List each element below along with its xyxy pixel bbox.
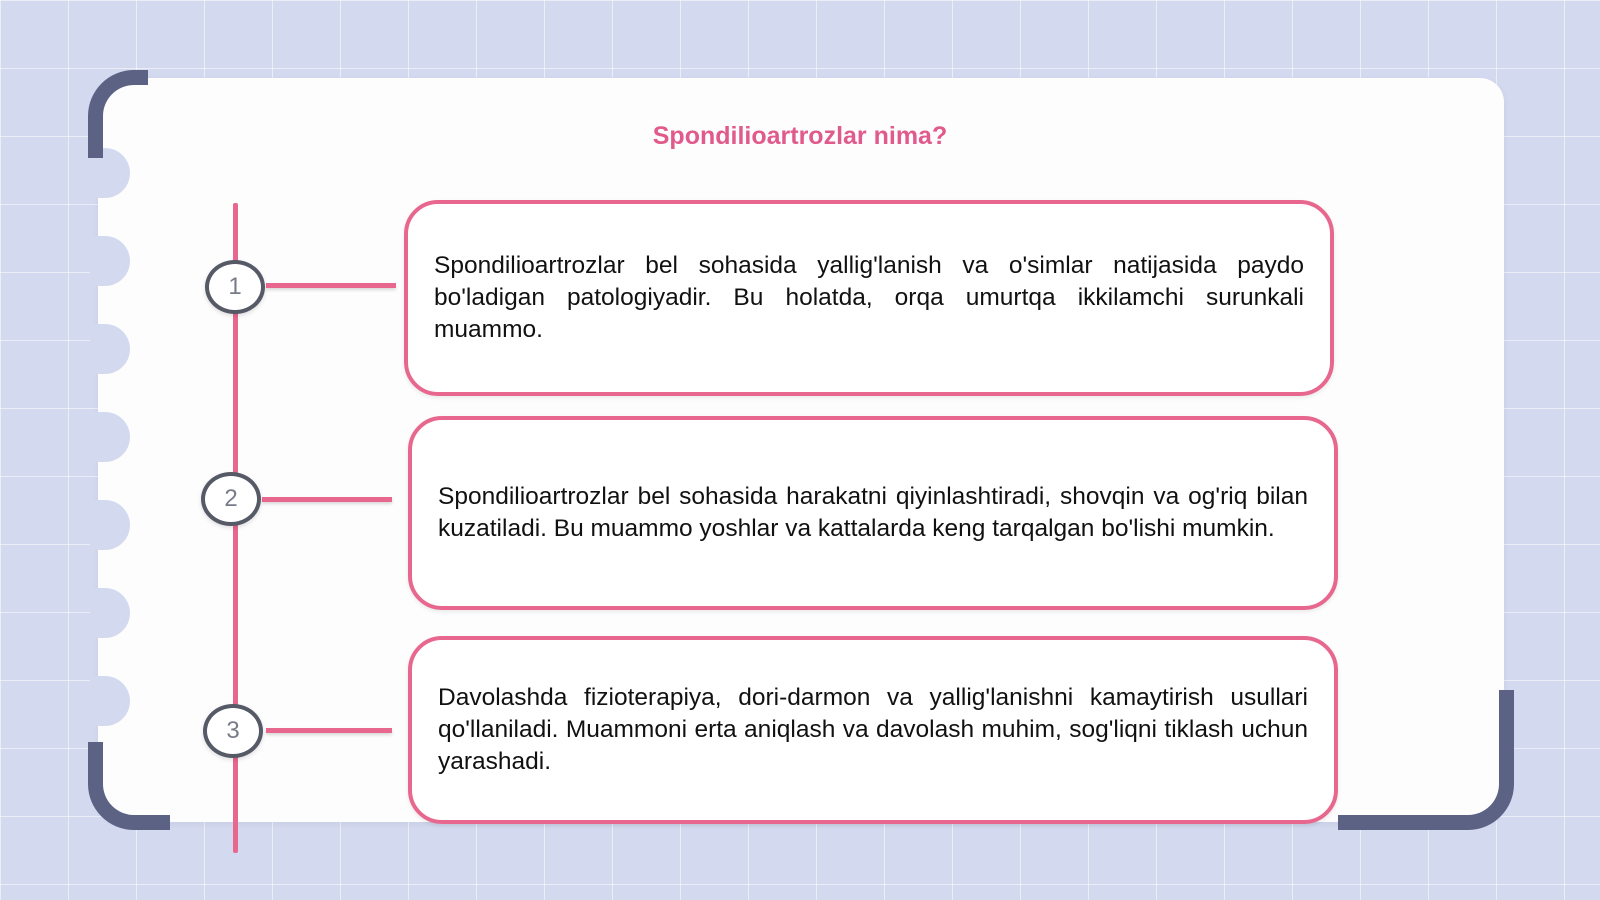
timeline-marker-2 [201,472,261,526]
timeline-card-text: Spondilioartrozlar bel sohasida yallig'lanish va o'simlar natijasida paydo bo'ladigan patologiyadir. Bu holatda, orqa umurtqa ikkilamchi surunkali muammo. [434,252,1304,343]
card-edge-notch [90,500,130,550]
timeline-card-text: Spondilioartrozlar bel sohasida harakatni qiyinlashtiradi, shovqin va og'riq bilan kuzatiladi. Bu muammo yoshlar va kattalarda keng tarqalgan bo'lishi mumkin. [438,483,1308,542]
timeline-marker-3 [203,704,263,758]
card-edge-notch [90,324,130,374]
timeline-card-text: Davolashda fizioterapiya, dori-darmon va yallig'lanishni kamaytirish usullari qo'llaniladi. Muammoni erta aniqlash va davolash muhim, sog'liqni tiklash uchun yarashadi. [438,684,1308,775]
timeline-card-2 [408,416,1338,610]
timeline-card-1 [404,200,1334,396]
timeline-marker-number: 3 [226,717,240,744]
card-edge-notch [90,588,130,638]
timeline-marker-number: 2 [224,485,238,512]
timeline-marker-number: 1 [228,273,242,300]
corner-bracket-bottom-left [88,742,170,830]
corner-bracket-bottom-right [1338,690,1514,830]
timeline-connector [266,728,392,733]
timeline-connector [262,497,392,502]
timeline-marker-1 [205,260,265,314]
card-edge-notch [90,236,130,286]
timeline-card-3 [408,636,1338,824]
card-edge-notch [90,412,130,462]
slide-title: Spondilioartrozlar nima? [652,122,948,150]
card-edge-notch [90,676,130,726]
timeline-connector [266,283,396,288]
